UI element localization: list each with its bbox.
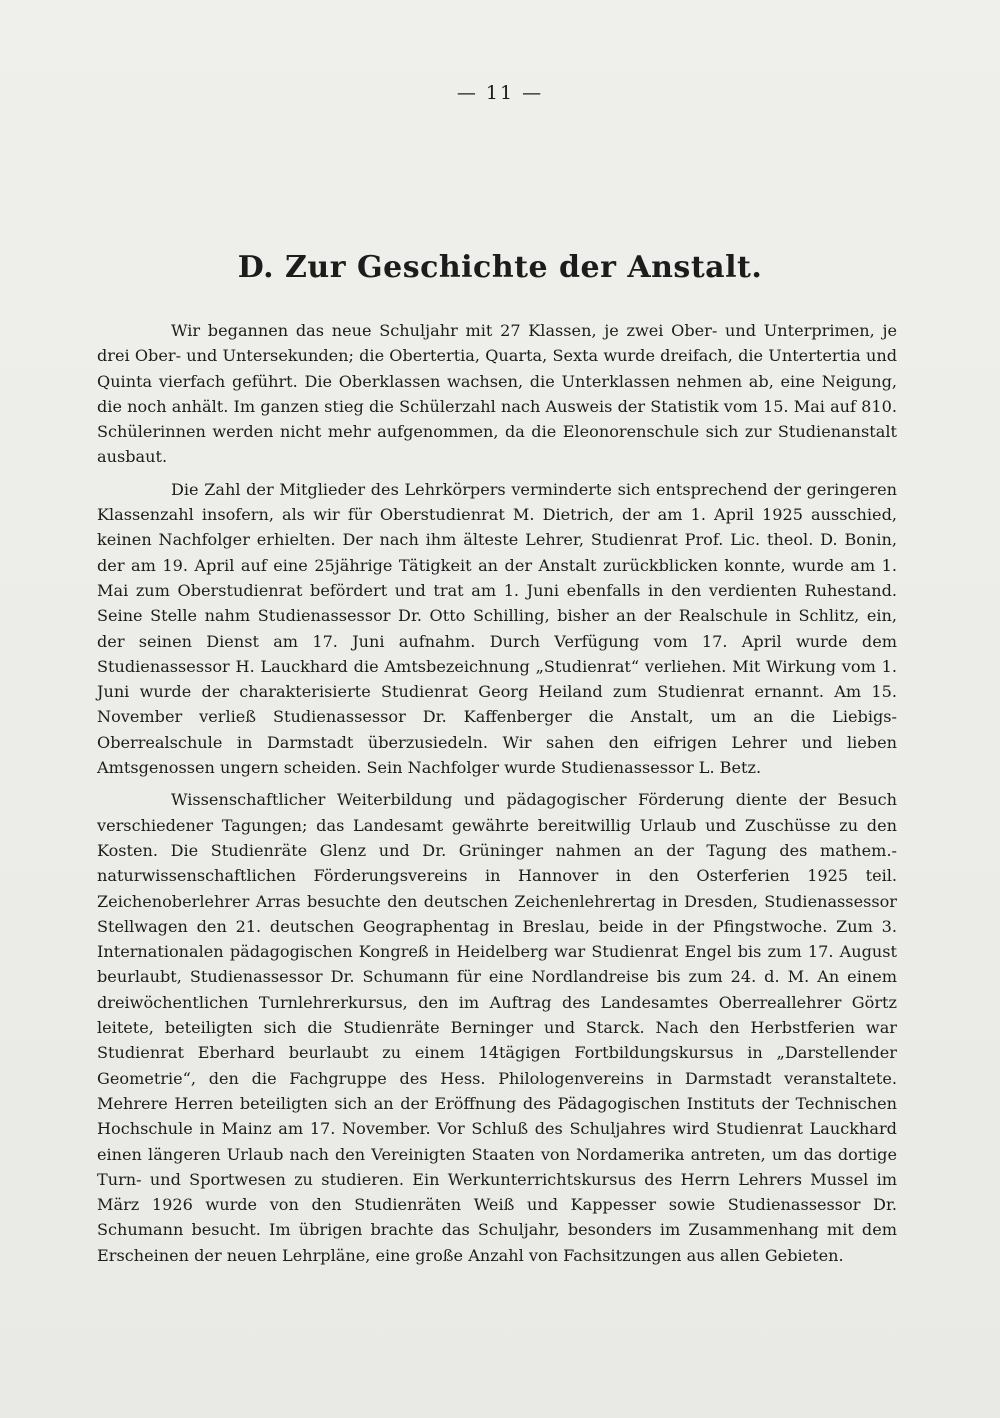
body-text <box>97 318 897 1268</box>
paragraph-further-training: Wissenschaftlicher Weiterbildung und pädagogischer Förderung diente der Besuch verschiedener Tagungen; das Landesamt gewährte bereitwillig Urlaub und Zuschüsse zu den Kosten. Die Studienräte Glenz und Dr. Grüninger nahmen an der Tagung des mathem.-naturwissenschaftlichen Förderungsvereins in Hannover in den Osterferien 1925 teil. Zeichenoberlehrer Arras besuchte den deutschen Zeichenlehrertag in Dresden, Studienassessor Stellwagen den 21. deutschen Geographentag in Breslau, beide in der Pfingstwoche. Zum 3. Internationalen pädagogischen Kongreß in Heidelberg war Studienrat Engel bis zum 17. August beurlaubt, Studienassessor Dr. Schumann für eine Nordlandreise bis zum 24. d. M. An einem dreiwöchentlichen Turnlehrerkursus, den im Auftrag des Landesamtes Oberreallehrer Görtz leitete, beteiligten sich die Studienräte Berninger und Starck. Nach den Herbstferien war Studienrat Eberhard beurlaubt zu einem 14tägigen Fortbildungskursus in „Darstellender Geometrie“, den die Fachgruppe des Hess. Philologenvereins in Darmstadt veranstaltete. Mehrere Herren beteiligten sich an der Eröffnung des Pädagogischen Instituts der Technischen Hochschule in Mainz am 17. November. Vor Schluß des Schuljahres wird Studienrat Lauckhard einen längeren Urlaub nach den Vereinigten Staaten von Nordamerika antreten, um das dortige Turn- und Sportwesen zu studieren. Ein Werkunterrichtskursus des Herrn Lehrers Mussel im März 1926 wurde von den Studienräten Weiß und Kappesser sowie Studienassessor Dr. Schumann besucht. Im übrigen brachte das Schuljahr, besonders im Zusammenhang mit dem Erscheinen der neuen Lehrpläne, eine große Anzahl von Fachsitzungen aus allen Gebieten. <box>97 790 897 1265</box>
section-heading: D. Zur Geschichte der Anstalt. <box>237 250 763 285</box>
paragraph-enrollment: Wir begannen das neue Schuljahr mit 27 Klassen, je zwei Ober- und Unterprimen, je drei Ober- und Untersekunden; die Obertertia, Quarta, Sexta wurde dreifach, die Untertertia und Quinta vierfach geführt. Die Oberklassen wachsen, die Unterklassen nehmen ab, eine Neigung, die noch anhält. Im ganzen stieg die Schülerzahl nach Ausweis der Statistik vom 15. Mai auf 810. Schülerinnen werden nicht mehr aufgenommen, da die Eleonorenschule sich zur Studienanstalt ausbaut. <box>97 321 897 467</box>
page-number: — 11 — <box>456 82 544 104</box>
paragraph-staff-changes: Die Zahl der Mitglieder des Lehrkörpers verminderte sich entsprechend der geringeren Klassenzahl insofern, als wir für Oberstudienrat M. Dietrich, der am 1. April 1925 ausschied, keinen Nachfolger erhielten. Der nach ihm älteste Lehrer, Studienrat Prof. Lic. theol. D. Bonin, der am 19. April auf eine 25jährige Tätigkeit an der Anstalt zurückblicken konnte, wurde am 1. Mai zum Oberstudienrat befördert und trat am 1. Juni ebenfalls in den verdienten Ruhestand. Seine Stelle nahm Studienassessor Dr. Otto Schilling, bisher an der Realschule in Schlitz, ein, der seinen Dienst am 17. Juni aufnahm. Durch Verfügung vom 17. April wurde dem Studienassessor H. Lauckhard die Amtsbezeichnung „Studienrat“ verliehen. Mit Wirkung vom 1. Juni wurde der charakterisierte Studienrat Georg Heiland zum Studienrat ernannt. Am 15. November verließ Studienassessor Dr. Kaffenberger die Anstalt, um an die Liebigs-Oberrealschule in Darmstadt überzusiedeln. Wir sahen den eifrigen Lehrer und lieben Amtsgenossen ungern scheiden. Sein Nachfolger wurde Studienassessor L. Betz. <box>97 479 897 778</box>
